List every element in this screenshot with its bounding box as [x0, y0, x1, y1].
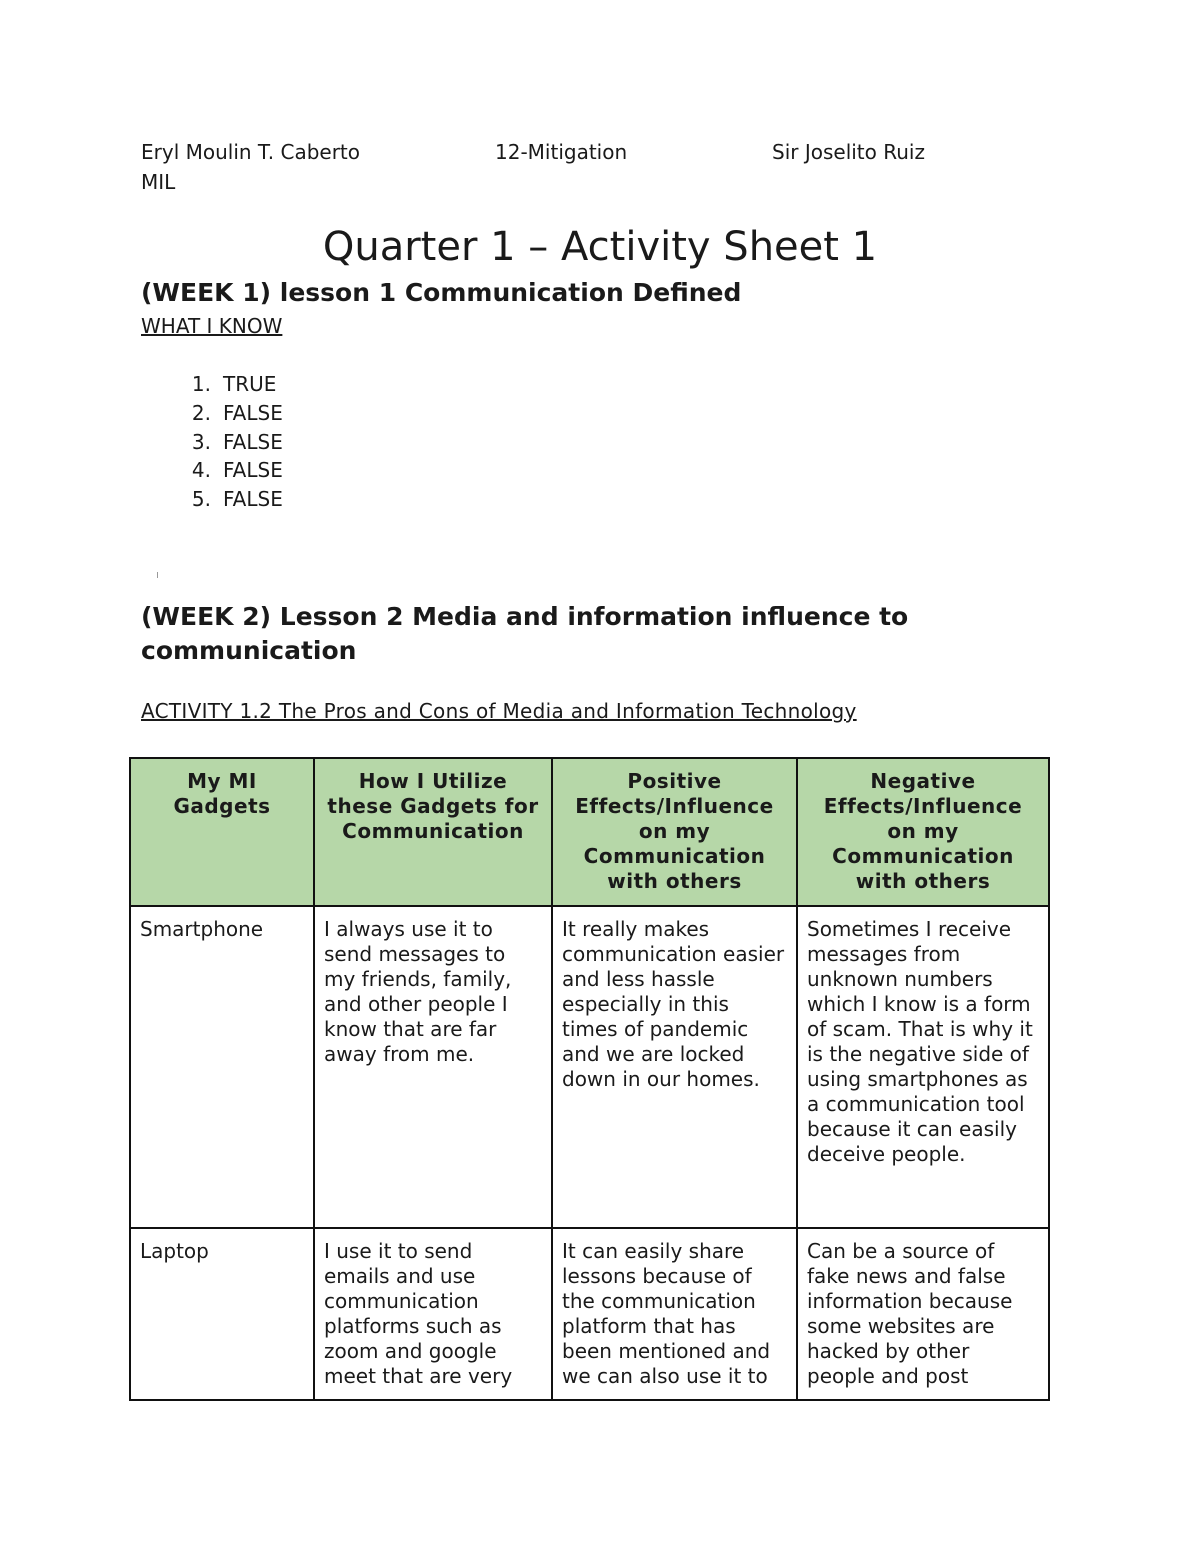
- list-item: [141, 370, 283, 399]
- table-header-row: [130, 758, 1049, 906]
- column-header: Negative Effects/Influence on my Communication with others: [797, 758, 1049, 906]
- table-row: [130, 906, 1049, 1228]
- week2-heading: (WEEK 2) Lesson 2 Media and information influence to communication: [141, 602, 909, 665]
- table-cell: It really makes communication easier and less hassle especially in this times of pandemic and we are locked down in our homes.: [552, 906, 797, 1228]
- list-item: [141, 456, 283, 485]
- list-item: [141, 485, 283, 514]
- list-number: 3.: [191, 429, 211, 454]
- section-name: 12-Mitigation: [495, 140, 628, 164]
- table-cell: I always use it to send messages to my friends, family, and other people I know that are far away from me.: [314, 906, 552, 1228]
- column-header: How I Utilize these Gadgets for Communication: [314, 758, 552, 906]
- answer-text: FALSE: [223, 400, 283, 425]
- table-cell: Sometimes I receive messages from unknown numbers which I know is a form of scam. That is why it is the negative side of using smartphones as a communication tool because it can easily deceive people.: [797, 906, 1049, 1228]
- pros-cons-table: [129, 757, 1050, 1401]
- column-header: My MI Gadgets: [130, 758, 314, 906]
- table-cell: It can easily share lessons because of the communication platform that has been mentioned and we can also use it to: [552, 1228, 797, 1400]
- page-title: Quarter 1 – Activity Sheet 1: [322, 224, 878, 270]
- answer-text: FALSE: [223, 458, 283, 483]
- stray-mark: [157, 572, 158, 578]
- answer-text: TRUE: [223, 372, 277, 396]
- subject-label: MIL: [141, 170, 176, 194]
- table-cell: Can be a source of fake news and false information because some websites are hacked by other people and post: [797, 1228, 1049, 1400]
- student-name: Eryl Moulin T. Caberto: [141, 140, 361, 164]
- table-cell: Laptop: [130, 1228, 314, 1400]
- list-item: [141, 428, 283, 457]
- week1-heading: (WEEK 1) lesson 1 Communication Defined: [141, 278, 742, 307]
- table-cell: Smartphone: [130, 906, 314, 1228]
- activity-heading: ACTIVITY 1.2 The Pros and Cons of Media and Information Technology: [141, 699, 857, 723]
- table-cell: I use it to send emails and use communication platforms such as zoom and google meet that are very: [314, 1228, 552, 1400]
- list-number: 4.: [191, 458, 211, 483]
- column-header: Positive Effects/Influence on my Communication with others: [552, 758, 797, 906]
- table-row: [130, 1228, 1049, 1400]
- answer-text: FALSE: [223, 487, 283, 512]
- list-item: [141, 399, 283, 428]
- what-i-know-heading: WHAT I KNOW: [141, 314, 283, 338]
- header-row: [141, 140, 1041, 168]
- list-number: 2.: [191, 400, 211, 425]
- list-number: 1.: [191, 372, 211, 396]
- teacher-name: Sir Joselito Ruiz: [772, 140, 925, 164]
- answer-text: FALSE: [223, 429, 283, 454]
- list-number: 5.: [191, 487, 211, 512]
- answer-list: [141, 370, 283, 514]
